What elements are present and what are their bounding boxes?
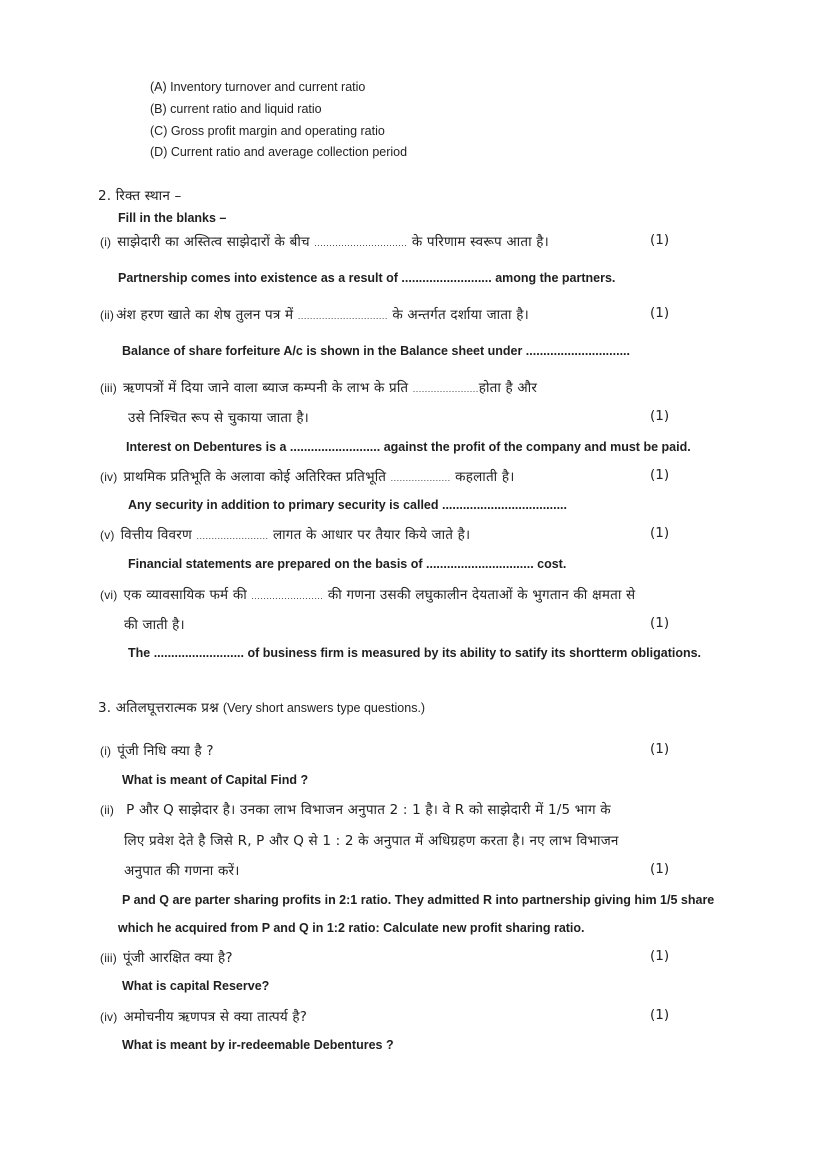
q2-ii-text-after: के अन्तर्गत दर्शाया जाता है। [392, 307, 529, 323]
q2-ii-number: (ii) [100, 308, 115, 322]
q2-vi-hindi-line2: की जाती है। [124, 617, 185, 633]
option-a: (A) Inventory turnover and current ratio [150, 80, 366, 94]
q2-v-number: (v) [100, 528, 115, 542]
q2-ii-hindi [100, 305, 529, 323]
q2-vi-english: The .......................... of business firm is measured by its ability to satify its shortterm obligations. [128, 646, 702, 660]
q2-iv-text-after: कहलाती है। [455, 469, 515, 485]
section-2-heading-hindi: 2. रिक्त स्थान – [98, 188, 182, 204]
q2-i-english: Partnership comes into existence as a result of .......................... among the partners. [118, 271, 616, 285]
q2-iii-number: (iii) [100, 381, 117, 395]
section-3-heading-english: (Very short answers type questions.) [222, 701, 426, 715]
q3-ii-mark: (1) [650, 861, 670, 877]
q2-iv-text-before: प्राथमिक प्रतिभूति के अलावा कोई अतिरिक्त प्रतिभूति [123, 469, 387, 485]
q2-iii-hindi-line2: उसे निश्चित रूप से चुकाया जाता है। [128, 410, 309, 426]
q3-ii-english-line1: P and Q are parter sharing profits in 2:1 ratio. They admitted R into partnership giving him 1/5 share [122, 893, 715, 907]
section-3-heading [98, 698, 425, 717]
q3-ii-hindi-line2: लिए प्रवेश देते है जिसे R, P और Q से 1 : 2 के अनुपात में अधिग्रहण करता है। नए लाभ विभाजन [124, 833, 619, 849]
blank: ........................ [196, 531, 269, 541]
q3-iii-mark: (1) [650, 948, 670, 964]
q2-ii-english: Balance of share forfeiture A/c is shown in the Balance sheet under .............................. [122, 344, 630, 358]
section-3-heading-hindi: 3. अतिलघूत्तरात्मक प्रश्न [98, 700, 219, 716]
q2-vi-mark: (1) [650, 615, 670, 631]
q2-iii-hindi-line1 [100, 378, 537, 396]
q2-i-mark: (1) [650, 232, 670, 248]
option-c: (C) Gross profit margin and operating ratio [150, 124, 385, 138]
q3-ii-text-line1: P और Q साझेदार है। उनका लाभ विभाजन अनुपात 2 : 1 है। वे R को साझेदारी में 1/5 भाग के [126, 802, 611, 818]
q2-v-mark: (1) [650, 525, 670, 541]
q3-i-number: (i) [100, 744, 112, 758]
q2-v-english: Financial statements are prepared on the basis of ............................... cost. [128, 557, 567, 571]
q3-ii-hindi-line1 [100, 800, 611, 818]
q3-ii-number: (ii) [100, 803, 115, 817]
q3-iv-number: (iv) [100, 1010, 118, 1024]
q2-i-number: (i) [100, 235, 112, 249]
q3-i-hindi [100, 741, 214, 759]
q3-i-mark: (1) [650, 741, 670, 757]
blank: .............................. [297, 311, 388, 321]
q2-vi-hindi-line1 [100, 585, 635, 603]
q2-iii-english: Interest on Debentures is a .......................... against the profit of the company and must be paid. [126, 440, 691, 454]
q3-iv-hindi [100, 1007, 307, 1025]
q2-v-text-before: वित्तीय विवरण [120, 527, 192, 543]
q2-v-hindi [100, 525, 470, 543]
q2-i-text-before: साझेदारी का अस्तित्व साझेदारों के बीच [117, 234, 310, 250]
q2-iv-english: Any security in addition to primary security is called .................................... [128, 498, 568, 512]
q2-iii-text-after: होता है और [478, 380, 538, 396]
q2-vi-number: (vi) [100, 588, 118, 602]
q3-ii-english-line2: which he acquired from P and Q in 1:2 ratio: Calculate new profit sharing ratio. [118, 921, 585, 935]
blank: .................... [390, 473, 451, 483]
q3-iv-text: अमोचनीय ऋणपत्र से क्या तात्पर्य है? [123, 1009, 308, 1025]
q2-vi-text-before: एक व्यावसायिक फर्म की [123, 587, 247, 603]
blank: ...................... [412, 384, 479, 394]
q2-vi-text-after: की गणना उसकी लघुकालीन देयताओं के भुगतान की क्षमता से [327, 587, 636, 603]
option-d: (D) Current ratio and average collection period [150, 145, 408, 159]
q3-iii-number: (iii) [100, 951, 117, 965]
q3-iv-english: What is meant by ir-redeemable Debentures ? [122, 1038, 394, 1052]
q2-iv-number: (iv) [100, 470, 118, 484]
q2-iv-hindi [100, 467, 515, 485]
blank: ............................... [314, 238, 408, 248]
q2-v-text-after: लागत के आधार पर तैयार किये जाते है। [272, 527, 471, 543]
q3-iii-text: पूंजी आरक्षित क्या है? [123, 950, 233, 966]
q2-ii-text-before: अंश हरण खाते का शेष तुलन पत्र में [116, 307, 294, 323]
q2-ii-mark: (1) [650, 305, 670, 321]
q2-i-text-after: के परिणाम स्वरूप आता है। [411, 234, 549, 250]
section-2-heading-english: Fill in the blanks – [118, 211, 227, 225]
option-b: (B) current ratio and liquid ratio [150, 102, 322, 116]
q2-iii-text-before: ऋणपत्रों में दिया जाने वाला ब्याज कम्पनी के लाभ के प्रति [123, 380, 409, 396]
q3-iii-english: What is capital Reserve? [122, 979, 270, 993]
q3-iv-mark: (1) [650, 1007, 670, 1023]
q2-iv-mark: (1) [650, 467, 670, 483]
q3-iii-hindi [100, 948, 233, 966]
q2-i-hindi [100, 232, 549, 250]
q3-i-english: What is meant of Capital Find ? [122, 773, 309, 787]
q3-i-text: पूंजी निधि क्या है ? [117, 743, 214, 759]
blank: ........................ [251, 591, 324, 601]
q2-iii-mark: (1) [650, 408, 670, 424]
q3-ii-hindi-line3: अनुपात की गणना करें। [124, 863, 240, 879]
